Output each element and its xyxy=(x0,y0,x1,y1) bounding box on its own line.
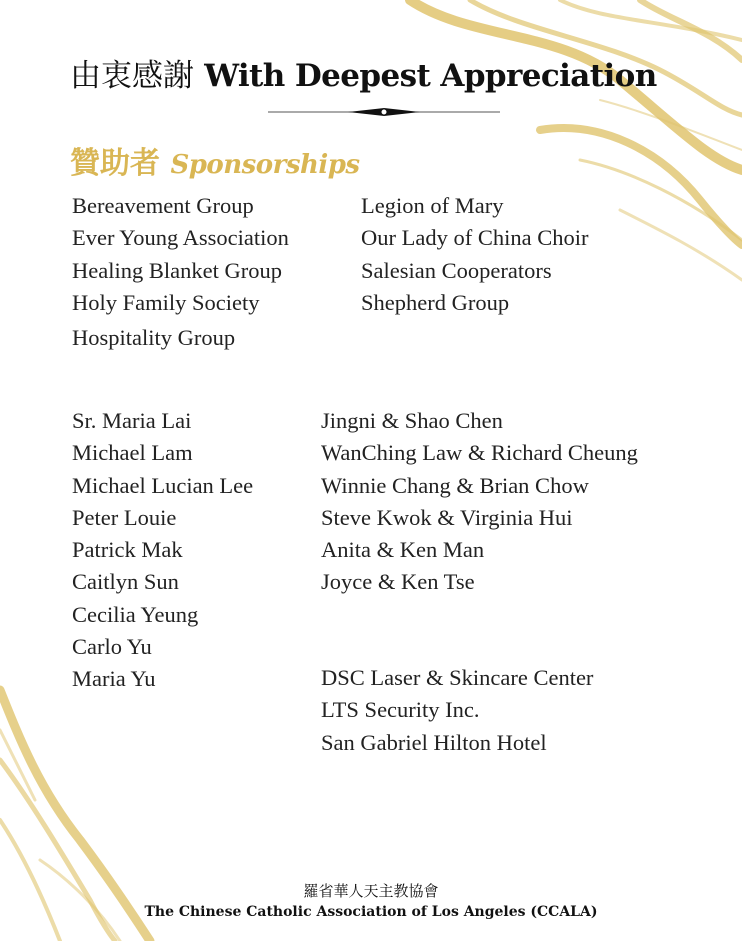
list-item: Legion of Mary xyxy=(361,193,504,218)
list-item: LTS Security Inc. xyxy=(321,697,480,723)
group-list-left xyxy=(72,190,289,354)
footer-org-english: The Chinese Catholic Association of Los Angeles (CCALA) xyxy=(144,904,598,920)
list-item: Michael Lucian Lee xyxy=(72,472,254,498)
list-item: Joyce & Ken Tse xyxy=(321,569,475,595)
list-item: San Gabriel Hilton Hotel xyxy=(321,729,547,755)
list-item: Anita & Ken Man xyxy=(321,537,485,563)
section-title-chinese: 贊助者 xyxy=(70,146,160,181)
title-english: With Deepest Appreciation xyxy=(204,58,657,94)
list-item: WanChing Law & Richard Cheung xyxy=(321,440,638,466)
list-item: Healing Blanket Group xyxy=(72,257,282,283)
divider-ornament-icon xyxy=(268,102,500,122)
list-item: Cecilia Yeung xyxy=(72,601,199,627)
list-item: Michael Lam xyxy=(72,440,193,466)
list-item: Sr. Maria Lai xyxy=(72,408,192,433)
list-item: Maria Yu xyxy=(72,666,156,692)
page-title xyxy=(70,50,657,95)
footer xyxy=(0,880,742,922)
list-item: Winnie Chang & Brian Chow xyxy=(321,472,589,498)
section-title xyxy=(70,138,360,182)
list-item: Jingni & Shao Chen xyxy=(321,408,503,433)
title-chinese: 由衷感謝 xyxy=(70,58,194,94)
list-item: DSC Laser & Skincare Center xyxy=(321,665,594,690)
list-item: Carlo Yu xyxy=(72,634,152,660)
list-item: Steve Kwok & Virginia Hui xyxy=(321,504,573,530)
footer-org-chinese: 羅省華人天主教協會 xyxy=(303,882,439,900)
list-item: Our Lady of China Choir xyxy=(361,225,589,251)
list-item: Holy Family Society xyxy=(72,289,260,315)
couple-list xyxy=(321,405,638,599)
business-list xyxy=(321,662,593,759)
list-item: Salesian Cooperators xyxy=(361,257,552,283)
list-item: Caitlyn Sun xyxy=(72,569,179,595)
list-item: Hospitality Group xyxy=(72,325,236,351)
list-item: Bereavement Group xyxy=(72,193,254,218)
list-item: Patrick Mak xyxy=(72,537,183,563)
list-item: Shepherd Group xyxy=(361,289,510,315)
list-item: Ever Young Association xyxy=(72,225,289,251)
individual-list xyxy=(72,405,253,696)
list-item: Peter Louie xyxy=(72,504,177,530)
group-list-right xyxy=(361,190,588,319)
section-title-english: Sponsorships xyxy=(170,150,360,180)
